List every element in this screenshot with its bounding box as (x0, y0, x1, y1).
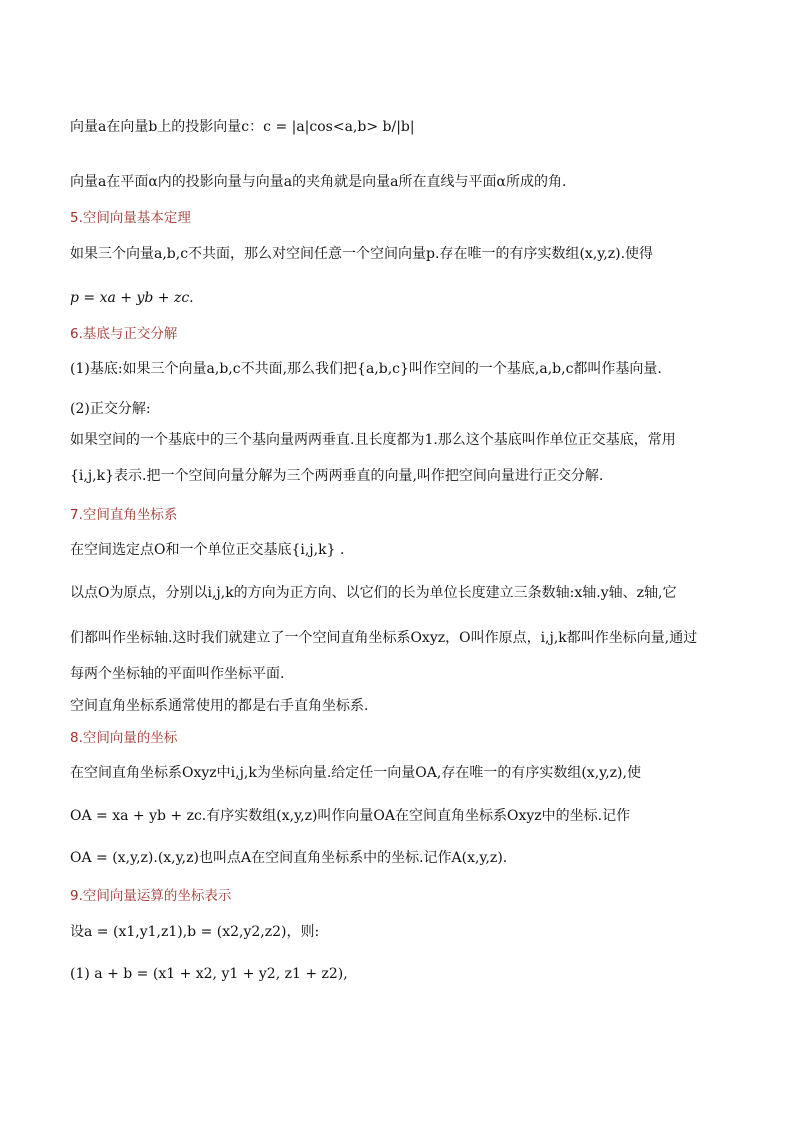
right-hand-system-line: 空间直角坐标系通常使用的都是右手直角坐标系. (70, 698, 369, 714)
heading-coordinate-system: 7.空间直角坐标系 (70, 507, 178, 523)
coord-system-line-1: 在空间选定点O和一个单位正交基底{i,j,k} . (70, 542, 345, 558)
projection-vector-line: 向量a在向量b上的投影向量c：c = |a|cos<a,b> b/|b| (70, 119, 415, 135)
projection-angle-line: 向量a在平面α内的投影向量与向量a的夹角就是向量a所在直线与平面α所成的角. (70, 174, 567, 190)
heading-vector-coordinates: 8.空间向量的坐标 (70, 730, 178, 746)
coord-system-line-4: 每两个坐标轴的平面叫作坐标平面. (70, 666, 285, 682)
coord-system-line-3: 们都叫作坐标轴.这时我们就建立了一个空间直角坐标系Oxyz，O叫作原点，i,j,k都叫作坐标向量,通过 (70, 630, 698, 646)
orthogonal-text-line-2: {i,j,k}表示.把一个空间向量分解为三个两两垂直的向量,叫作把空间向量进行正交分解. (70, 468, 604, 484)
vector-coords-line-1: 在空间直角坐标系Oxyz中i,j,k为坐标向量.给定任一向量OA,存在唯一的有序实数组(x,y,z),使 (70, 765, 641, 781)
basis-definition-line: (1)基底:如果三个向量a,b,c不共面,那么我们把{a,b,c}叫作空间的一个基底,a,b,c都叫作基向量. (70, 361, 662, 377)
orthogonal-decomposition-label: (2)正交分解: (70, 401, 151, 417)
coord-system-line-2: 以点O为原点，分别以i,j,k的方向为正方向、以它们的长为单位长度建立三条数轴:x轴.y轴、z轴,它 (70, 585, 677, 601)
operations-setup-line: 设a = (x1,y1,z1),b = (x2,y2,z2)，则: (70, 924, 320, 940)
vector-coords-line-3: OA = (x,y,z).(x,y,z)也叫点A在空间直角坐标系中的坐标.记作A(x,y,z). (70, 850, 508, 866)
theorem-formula-line: p = xa + yb + zc. (70, 290, 194, 306)
vector-coords-line-2: OA = xa + yb + zc.有序实数组(x,y,z)叫作向量OA在空间直角坐标系Oxyz中的坐标.记作 (70, 808, 631, 824)
heading-basis: 6.基底与正交分解 (70, 326, 178, 342)
theorem-text-line: 如果三个向量a,b,c不共面，那么对空间任意一个空间向量p.存在唯一的有序实数组(x,y,z).使得 (70, 246, 654, 262)
heading-coordinate-operations: 9.空间向量运算的坐标表示 (70, 888, 232, 904)
heading-basic-theorem: 5.空间向量基本定理 (70, 210, 191, 226)
orthogonal-text-line-1: 如果空间的一个基底中的三个基向量两两垂直.且长度都为1.那么这个基底叫作单位正交基底，常用 (70, 432, 676, 448)
operations-addition-line: (1) a + b = (x1 + x2, y1 + y2, z1 + z2), (70, 966, 348, 982)
